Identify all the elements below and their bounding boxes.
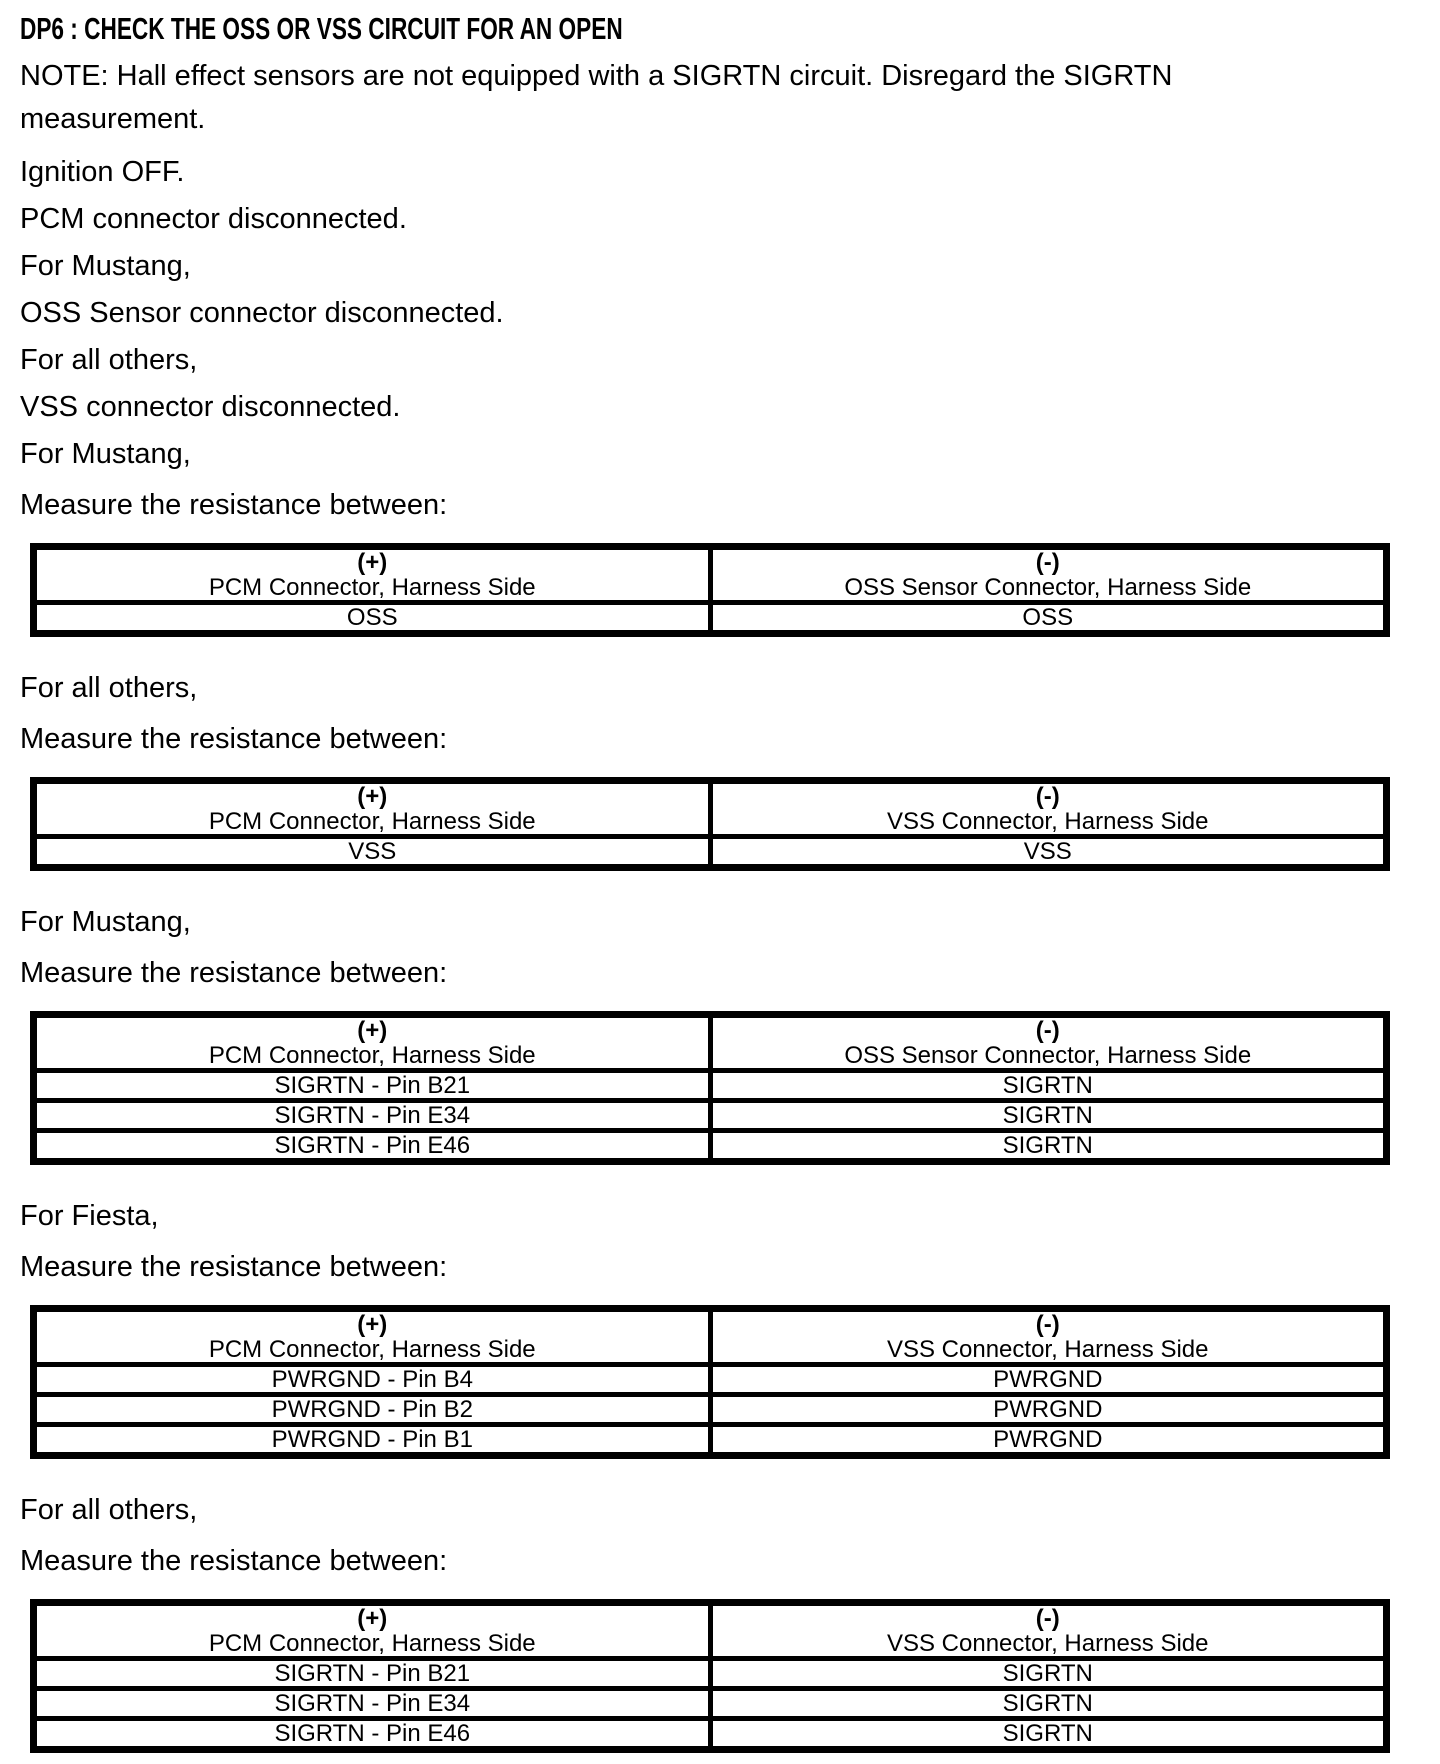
table-header-row	[34, 781, 1387, 837]
positive-pin-cell: VSS	[34, 837, 711, 868]
negative-pin-cell: SIGRTN	[710, 1071, 1387, 1101]
step-line-ignition: Ignition OFF.	[20, 156, 185, 188]
applies-to-line: For Fiesta,	[20, 1200, 159, 1232]
positive-sign: (+)	[357, 1311, 388, 1338]
resistance-table	[30, 1305, 1390, 1459]
table-row	[34, 1659, 1387, 1689]
table-row	[34, 1131, 1387, 1162]
table-row	[34, 1101, 1387, 1131]
step-line-vss-disconnected: VSS connector disconnected.	[20, 391, 401, 423]
positive-sign: (+)	[357, 549, 388, 576]
applies-to-line: For Mustang,	[20, 906, 191, 938]
table-row	[34, 1425, 1387, 1456]
measure-instruction: Measure the resistance between:	[20, 1545, 448, 1577]
positive-column-header	[34, 547, 711, 603]
negative-sign: (-)	[1035, 549, 1060, 576]
negative-sign: (-)	[1035, 1605, 1060, 1632]
resistance-table	[30, 543, 1390, 637]
resistance-table	[30, 1011, 1390, 1165]
positive-pin-cell: PWRGND - Pin B2	[34, 1395, 711, 1425]
negative-sign: (-)	[1035, 1017, 1060, 1044]
table-row	[34, 1689, 1387, 1719]
negative-sign: (-)	[1035, 783, 1060, 810]
table-row	[34, 1395, 1387, 1425]
positive-column-header	[34, 1015, 711, 1071]
positive-sign: (+)	[357, 1605, 388, 1632]
positive-pin-cell: SIGRTN - Pin E34	[34, 1101, 711, 1131]
negative-column-header	[710, 781, 1387, 837]
positive-sign: (+)	[357, 1017, 388, 1044]
measure-instruction: Measure the resistance between:	[20, 723, 448, 755]
step-line-for-all-others: For all others,	[20, 344, 198, 376]
positive-column-label: PCM Connector, Harness Side	[208, 574, 536, 601]
negative-pin-cell: SIGRTN	[710, 1719, 1387, 1750]
positive-column-label: PCM Connector, Harness Side	[208, 808, 536, 835]
positive-pin-cell: OSS	[34, 603, 711, 634]
positive-column-header	[34, 1603, 711, 1659]
measurement-section-mustang-sigrtn	[20, 901, 1420, 1165]
positive-pin-cell: PWRGND - Pin B1	[34, 1425, 711, 1456]
table-row	[34, 1365, 1387, 1395]
measurement-section-others-vss	[20, 667, 1420, 871]
page-title-text: DP6 : CHECK THE OSS OR VSS CIRCUIT FOR AN OPEN	[20, 11, 623, 46]
positive-column-header	[34, 1309, 711, 1365]
positive-sign: (+)	[357, 783, 388, 810]
positive-column-label: PCM Connector, Harness Side	[208, 1630, 536, 1657]
applies-to-line: For all others,	[20, 672, 198, 704]
positive-column-header	[34, 781, 711, 837]
negative-column-label: OSS Sensor Connector, Harness Side	[844, 1042, 1252, 1069]
positive-pin-cell: PWRGND - Pin B4	[34, 1365, 711, 1395]
step-line-pcm-disconnected: PCM connector disconnected.	[20, 203, 407, 235]
applies-to-line: For Mustang,	[20, 438, 191, 470]
positive-column-label: PCM Connector, Harness Side	[208, 1042, 536, 1069]
step-line-oss-disconnected: OSS Sensor connector disconnected.	[20, 297, 504, 329]
positive-pin-cell: SIGRTN - Pin B21	[34, 1071, 711, 1101]
resistance-table	[30, 777, 1390, 871]
measurement-section-fiesta-pwrgnd	[20, 1195, 1420, 1459]
positive-column-label: PCM Connector, Harness Side	[208, 1336, 536, 1363]
negative-pin-cell: SIGRTN	[710, 1101, 1387, 1131]
negative-pin-cell: PWRGND	[710, 1395, 1387, 1425]
measurement-section-others-sigrtn	[20, 1489, 1420, 1753]
negative-column-header	[710, 1309, 1387, 1365]
table-row	[34, 837, 1387, 868]
negative-pin-cell: SIGRTN	[710, 1689, 1387, 1719]
table-header-row	[34, 1309, 1387, 1365]
table-row	[34, 1071, 1387, 1101]
resistance-table	[30, 1599, 1390, 1753]
negative-pin-cell: OSS	[710, 603, 1387, 634]
negative-pin-cell: PWRGND	[710, 1365, 1387, 1395]
negative-column-header	[710, 547, 1387, 603]
negative-pin-cell: PWRGND	[710, 1425, 1387, 1456]
negative-pin-cell: SIGRTN	[710, 1131, 1387, 1162]
note-text: NOTE: Hall effect sensors are not equipped with a SIGRTN circuit. Disregard the SIGRTN measurement.	[20, 60, 1173, 135]
table-row	[34, 1719, 1387, 1750]
positive-pin-cell: SIGRTN - Pin B21	[34, 1659, 711, 1689]
measure-instruction: Measure the resistance between:	[20, 957, 448, 989]
table-header-row	[34, 1603, 1387, 1659]
negative-column-header	[710, 1603, 1387, 1659]
positive-pin-cell: SIGRTN - Pin E34	[34, 1689, 711, 1719]
negative-sign: (-)	[1035, 1311, 1060, 1338]
negative-column-label: VSS Connector, Harness Side	[886, 808, 1209, 835]
negative-column-label: OSS Sensor Connector, Harness Side	[844, 574, 1252, 601]
positive-pin-cell: SIGRTN - Pin E46	[34, 1719, 711, 1750]
table-header-row	[34, 1015, 1387, 1071]
table-header-row	[34, 547, 1387, 603]
measure-instruction: Measure the resistance between:	[20, 1251, 448, 1283]
table-row	[34, 603, 1387, 634]
negative-column-header	[710, 1015, 1387, 1071]
negative-column-label: VSS Connector, Harness Side	[886, 1630, 1209, 1657]
positive-pin-cell: SIGRTN - Pin E46	[34, 1131, 711, 1162]
applies-to-line: For all others,	[20, 1494, 198, 1526]
negative-column-label: VSS Connector, Harness Side	[886, 1336, 1209, 1363]
measurement-section-mustang-oss	[20, 433, 1420, 637]
page-title	[20, 10, 1420, 47]
negative-pin-cell: SIGRTN	[710, 1659, 1387, 1689]
step-line-for-mustang: For Mustang,	[20, 250, 191, 282]
measure-instruction: Measure the resistance between:	[20, 489, 448, 521]
negative-pin-cell: VSS	[710, 837, 1387, 868]
